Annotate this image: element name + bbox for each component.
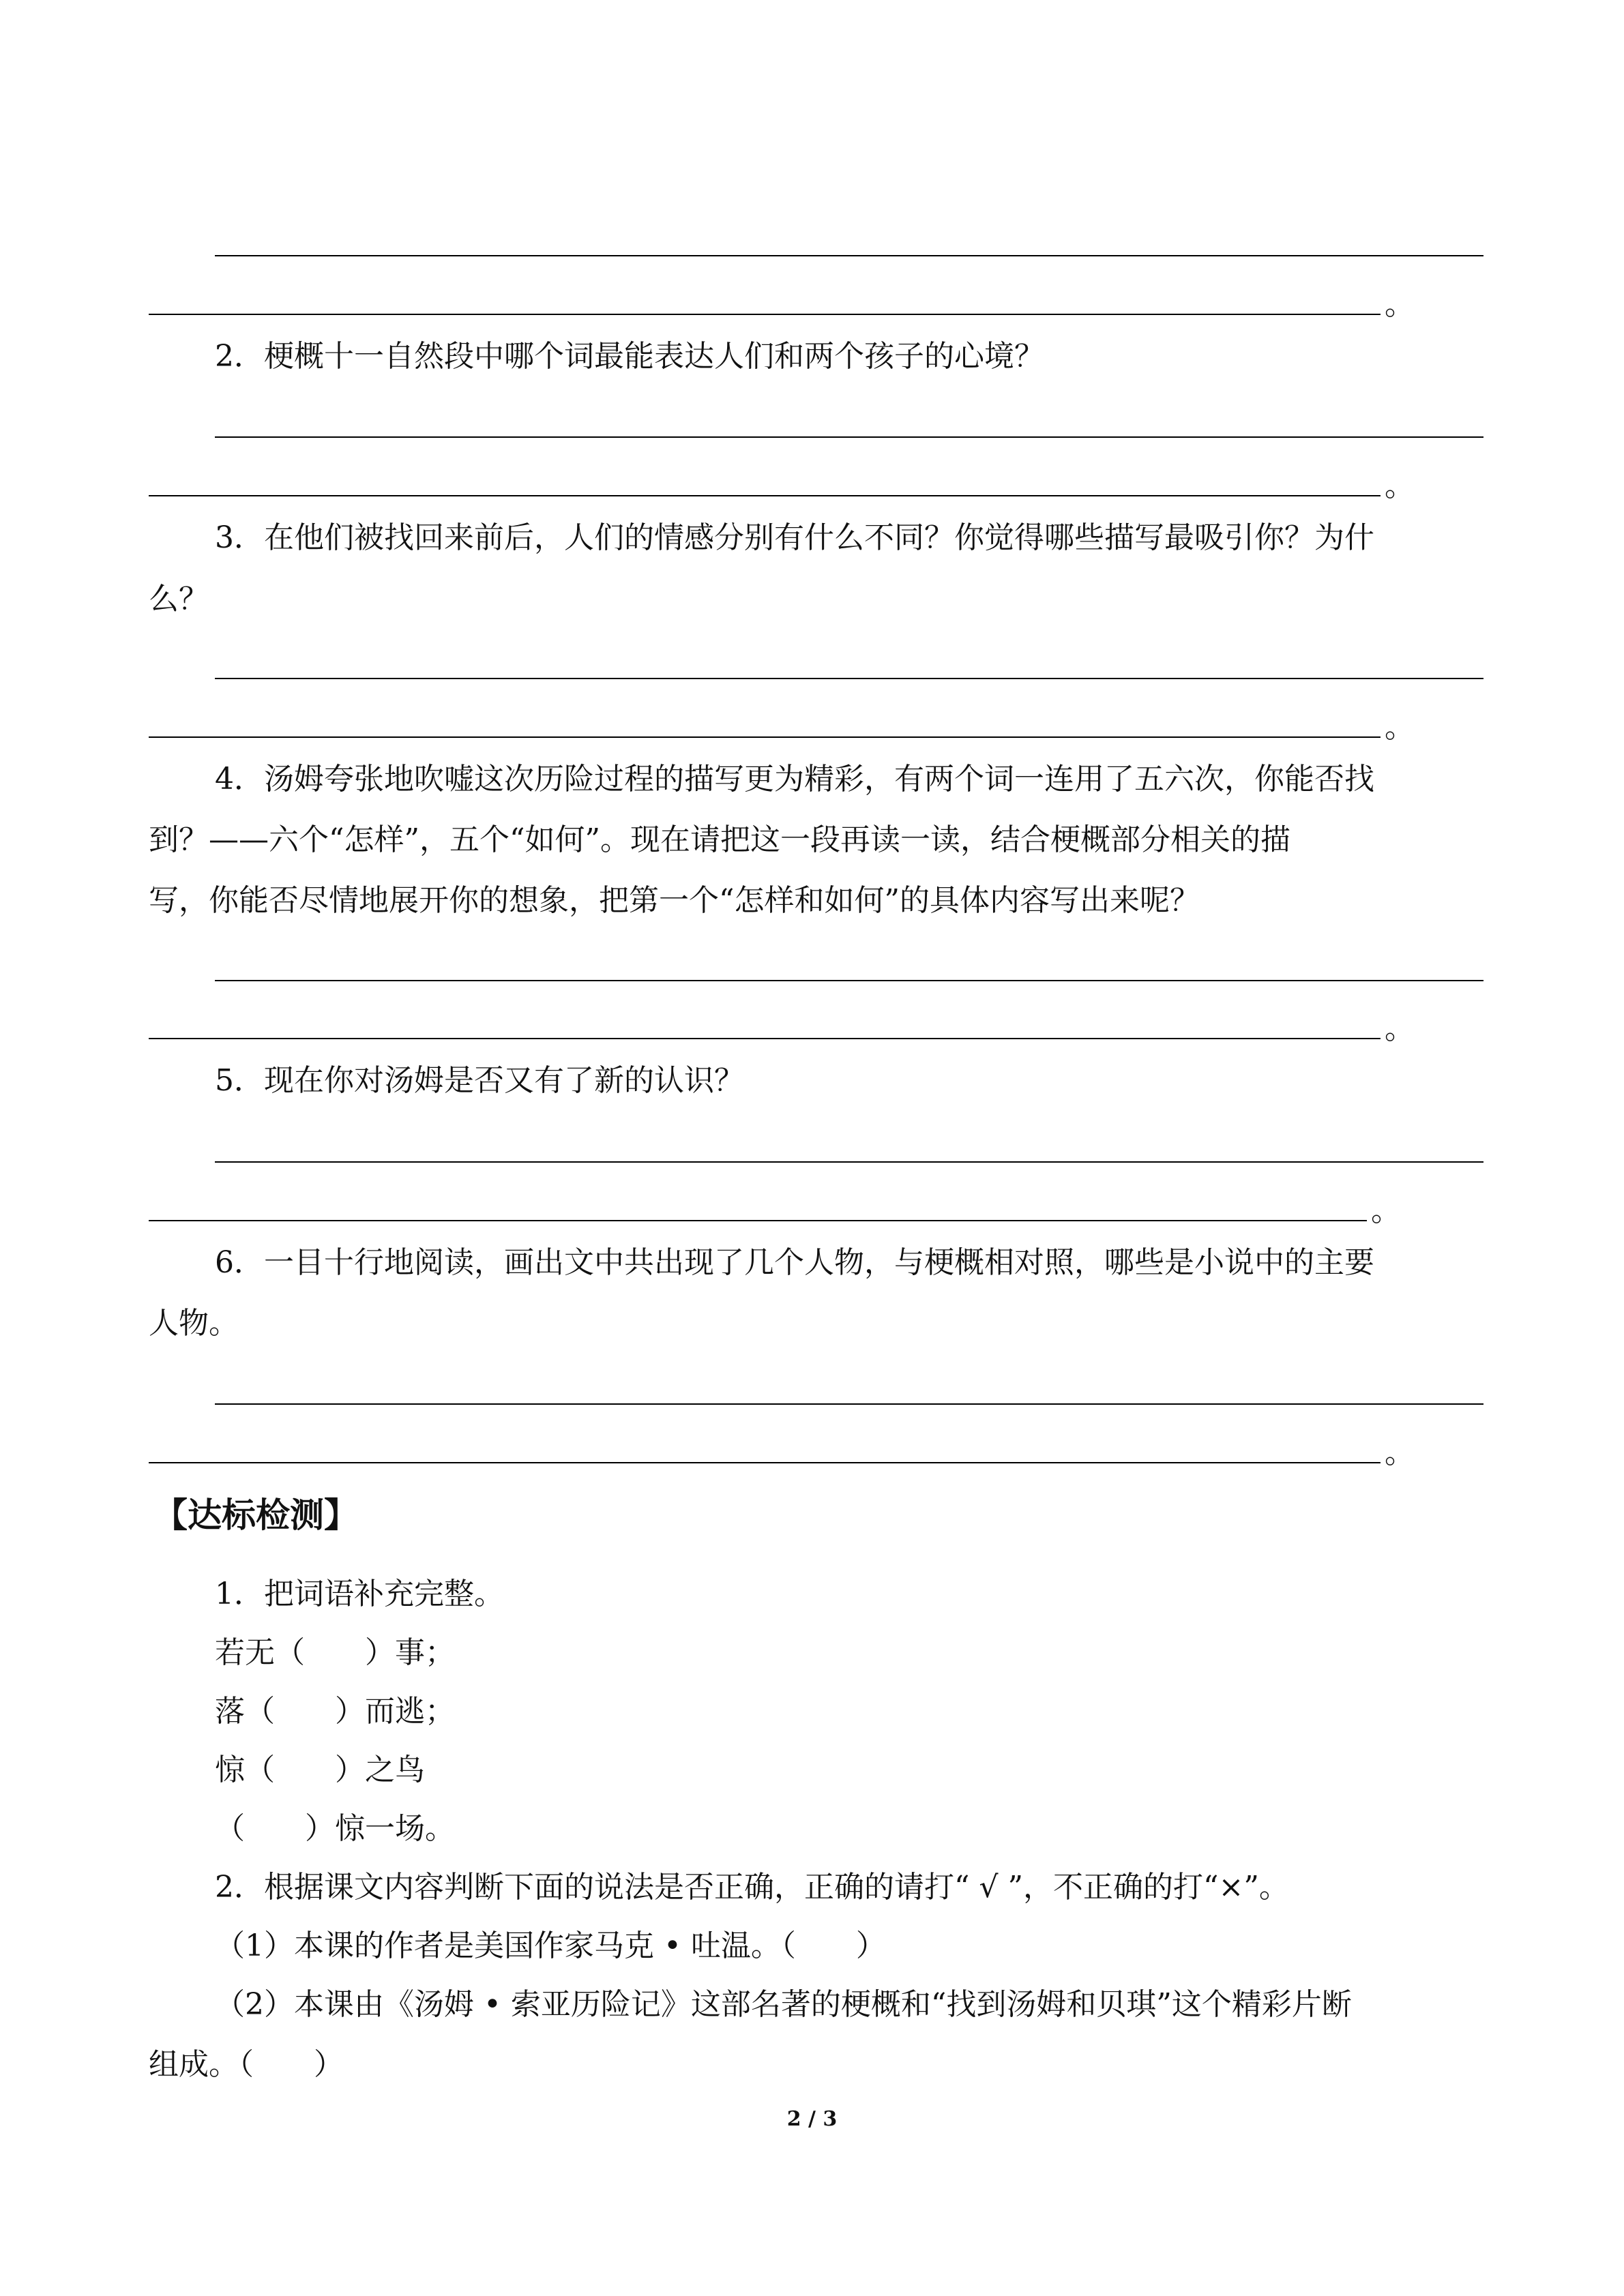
answer-line[interactable] (149, 314, 1381, 315)
period-mark: 。 (1371, 1193, 1401, 1228)
answer-line[interactable] (149, 495, 1381, 496)
answer-line[interactable] (215, 1161, 1483, 1163)
fill-item: 惊（ ）之鸟 (215, 1753, 425, 1787)
section-heading: 【达标检测】 (153, 1495, 358, 1535)
answer-line[interactable] (215, 255, 1483, 256)
section-q1-prompt: 1．把词语补充完整。 (215, 1577, 504, 1611)
answer-line[interactable] (215, 980, 1483, 981)
answer-line[interactable] (149, 1462, 1381, 1463)
question-2: 2．梗概十一自然段中哪个词最能表达人们和两个孩子的心境？ (215, 339, 1044, 374)
answer-line[interactable] (149, 1220, 1367, 1221)
fill-item: 若无（ ）事； (215, 1635, 455, 1670)
period-mark: 。 (1385, 287, 1415, 322)
period-mark: 。 (1385, 710, 1415, 745)
period-mark: 。 (1385, 468, 1415, 503)
question-3-line-2: 么？ (149, 582, 209, 616)
judge-item-cont: 组成。（ ） (149, 2047, 344, 2082)
judge-item: （1）本课的作者是美国作家马克 • 吐温。（ ） (215, 1928, 886, 1963)
question-4-line-2: 到？——六个“怎样”，五个“如何”。现在请把这一段再读一读，结合梗概部分相关的描 (149, 822, 1290, 857)
fill-item: （ ）惊一场。 (215, 1811, 455, 1846)
answer-line[interactable] (215, 1403, 1483, 1405)
period-mark: 。 (1385, 1011, 1415, 1046)
question-5: 5．现在你对汤姆是否又有了新的认识？ (215, 1063, 744, 1098)
answer-line[interactable] (149, 736, 1381, 738)
fill-item: 落（ ）而逃； (215, 1694, 455, 1729)
section-q2-prompt: 2．根据课文内容判断下面的说法是否正确，正确的请打“ √ ”，不正确的打“×”。 (215, 1870, 1289, 1905)
judge-item: （2）本课由《汤姆 • 索亚历险记》这部名著的梗概和“找到汤姆和贝琪”这个精彩片断 (215, 1987, 1352, 2022)
question-4-line-1: 4．汤姆夸张地吹嘘这次历险过程的描写更为精彩，有两个词一连用了五六次，你能否找 (215, 762, 1374, 796)
question-6-line-1: 6．一目十行地阅读，画出文中共出现了几个人物，与梗概相对照，哪些是小说中的主要 (215, 1245, 1374, 1280)
question-6-line-2: 人物。 (149, 1306, 239, 1341)
answer-line[interactable] (215, 436, 1483, 438)
answer-line[interactable] (215, 678, 1483, 679)
period-mark: 。 (1385, 1435, 1415, 1470)
question-4-line-3: 写，你能否尽情地展开你的想象，把第一个“怎样和如何”的具体内容写出来呢？ (149, 883, 1200, 918)
question-3-line-1: 3．在他们被找回来前后，人们的情感分别有什么不同？你觉得哪些描写最吸引你？为什 (215, 520, 1374, 555)
answer-line[interactable] (149, 1038, 1381, 1039)
page-number: 2 / 3 (786, 2107, 838, 2131)
